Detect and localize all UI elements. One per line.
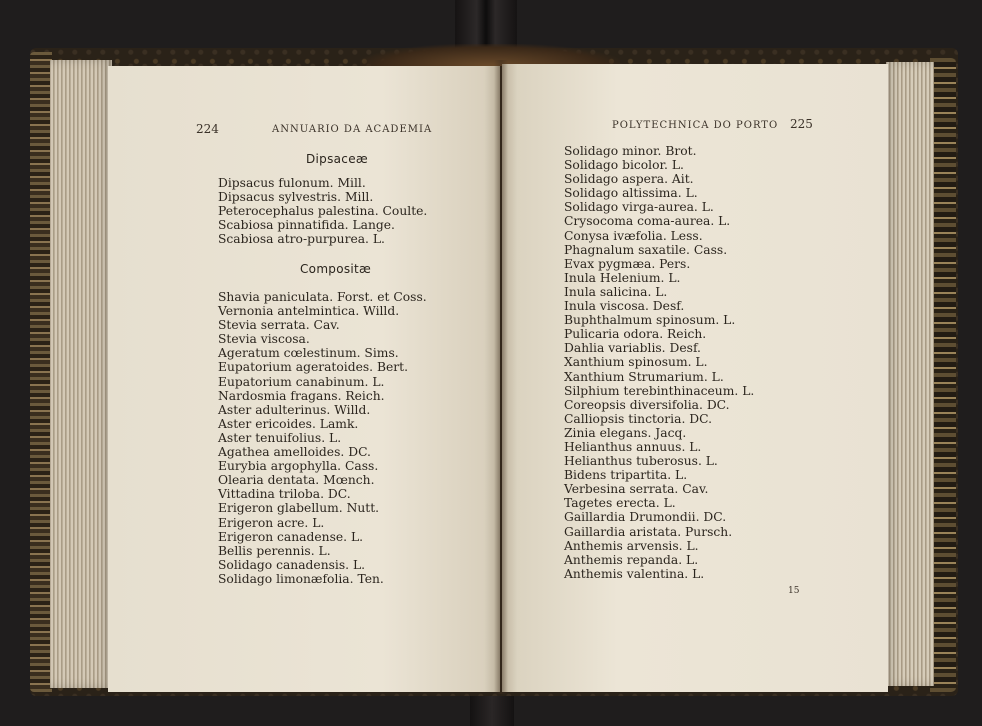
species-entry: Inula viscosa. Desf. bbox=[564, 299, 685, 314]
species-entry: Bellis perennis. L. bbox=[218, 543, 331, 558]
species-entry: Solidago canadensis. L. bbox=[218, 557, 366, 572]
page-stack-right bbox=[886, 62, 934, 686]
species-entry: Solidago bicolor. L. bbox=[564, 158, 684, 173]
species-entry: Buphthalmum spinosum. L. bbox=[564, 313, 736, 328]
right-entry-list bbox=[564, 144, 754, 581]
species-entry: Silphium terebinthinaceum. L. bbox=[564, 383, 755, 398]
species-entry: Phagnalum saxatile. Cass. bbox=[564, 242, 728, 257]
species-entry: Solidago minor. Brot. bbox=[564, 144, 697, 158]
species-entry: Gaillardia Drumondii. DC. bbox=[564, 510, 727, 525]
right-page-number: 225 bbox=[790, 117, 813, 131]
species-entry: Inula Helenium. L. bbox=[564, 270, 681, 285]
species-entry: Solidago altissima. L. bbox=[564, 186, 698, 201]
species-entry: Gaillardia aristata. Pursch. bbox=[564, 524, 733, 539]
species-entry: Coreopsis diversifolia. DC. bbox=[564, 397, 730, 412]
species-entry: Solidago virga-aurea. L. bbox=[564, 200, 714, 215]
species-entry: Erigeron acre. L. bbox=[218, 515, 325, 530]
species-entry: Helianthus tuberosus. L. bbox=[564, 454, 718, 469]
species-entry: Aster adulterinus. Willd. bbox=[218, 402, 371, 417]
section-heading-compositae: Compositæ bbox=[300, 262, 372, 276]
marbled-edge-left bbox=[30, 52, 52, 692]
species-entry: Xanthium Strumarium. L. bbox=[564, 369, 724, 384]
species-entry: Anthemis valentina. L. bbox=[564, 566, 705, 581]
species-entry: Anthemis repanda. L. bbox=[564, 552, 699, 567]
species-entry: Scabiosa pinnatifida. Lange. bbox=[218, 218, 395, 233]
species-entry: Xanthium spinosum. L. bbox=[564, 355, 708, 370]
section-heading-dipsaceae: Dipsaceæ bbox=[306, 152, 368, 166]
species-entry: Dipsacus fulonum. Mill. bbox=[218, 176, 366, 190]
left-page-number: 224 bbox=[196, 122, 219, 136]
signature-mark: 15 bbox=[788, 586, 800, 596]
book-gutter bbox=[494, 60, 508, 694]
species-entry: Agathea amelloides. DC. bbox=[218, 445, 371, 460]
species-entry: Dahlia variablis. Desf. bbox=[564, 341, 701, 356]
species-entry: Eupatorium canabinum. L. bbox=[218, 374, 385, 389]
page-stack-left bbox=[50, 60, 112, 688]
right-page bbox=[502, 64, 888, 692]
species-entry: Olearia dentata. Mœnch. bbox=[218, 473, 375, 488]
species-entry: Eurybia argophylla. Cass. bbox=[218, 459, 379, 474]
species-entry: Erigeron glabellum. Nutt. bbox=[218, 501, 380, 516]
species-entry: Dipsacus sylvestris. Mill. bbox=[218, 190, 374, 205]
species-entry: Vernonia antelmintica. Willd. bbox=[218, 304, 400, 319]
species-entry: Aster tenuifolius. L. bbox=[218, 430, 342, 445]
species-entry: Verbesina serrata. Cav. bbox=[564, 482, 709, 497]
species-entry: Shavia paniculata. Forst. et Coss. bbox=[218, 290, 427, 304]
species-entry: Helianthus annuus. L. bbox=[564, 439, 702, 454]
species-entry: Ageratum cœlestinum. Sims. bbox=[218, 346, 399, 361]
dipsaceae-entry-list bbox=[218, 176, 427, 246]
species-entry: Solidago aspera. Ait. bbox=[564, 172, 694, 187]
species-entry: Calliopsis tinctoria. DC. bbox=[564, 411, 713, 426]
species-entry: Anthemis arvensis. L. bbox=[564, 538, 699, 553]
species-entry: Erigeron canadense. L. bbox=[218, 529, 364, 544]
species-entry: Stevia serrata. Cav. bbox=[218, 318, 340, 333]
left-running-head: ANNUARIO DA ACADEMIA bbox=[272, 124, 433, 135]
species-entry: Conysa ivæfolia. Less. bbox=[564, 228, 703, 243]
species-entry: Crysocoma coma-aurea. L. bbox=[564, 214, 731, 229]
species-entry: Eupatorium ageratoides. Bert. bbox=[218, 360, 409, 375]
species-entry: Nardosmia fragans. Reich. bbox=[218, 388, 385, 403]
species-entry: Scabiosa atro-purpurea. L. bbox=[218, 232, 385, 247]
compositae-entry-list bbox=[218, 290, 427, 586]
species-entry: Stevia viscosa. bbox=[218, 332, 310, 347]
species-entry: Tagetes erecta. L. bbox=[564, 496, 676, 511]
species-entry: Inula salicina. L. bbox=[564, 284, 668, 299]
binding-headband bbox=[360, 44, 620, 66]
species-entry: Pulicaria odora. Reich. bbox=[564, 327, 707, 342]
species-entry: Zinia elegans. Jacq. bbox=[564, 425, 687, 440]
species-entry: Peterocephalus palestina. Coulte. bbox=[218, 204, 428, 219]
species-entry: Bidens tripartita. L. bbox=[564, 468, 688, 483]
right-running-head: POLYTECHNICA DO PORTO bbox=[612, 120, 779, 131]
species-entry: Vittadina triloba. DC. bbox=[218, 487, 351, 502]
species-entry: Aster ericoides. Lamk. bbox=[218, 416, 359, 431]
species-entry: Evax pygmæa. Pers. bbox=[564, 256, 691, 271]
species-entry: Solidago limonæfolia. Ten. bbox=[218, 571, 384, 586]
left-page bbox=[108, 66, 500, 692]
